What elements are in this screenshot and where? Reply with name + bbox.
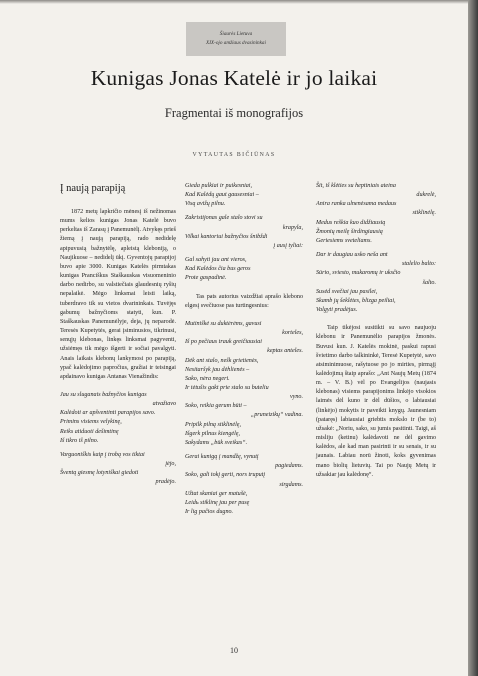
- column-2-paragraph: Tas pats autorius vaizdžiai aprašo klebono elgesį svečiuose pas turtingesnius:: [185, 293, 303, 309]
- verse-line: į ausį tyliai:: [273, 242, 303, 249]
- column-1-verse: [60, 391, 176, 488]
- column-2-verse-1: [185, 182, 303, 284]
- article-title: Kunigas Jonas Katelė ir jo laikai: [90, 66, 378, 90]
- verse-line: Kad Kalėdos čia bus geros: [185, 266, 251, 273]
- column-2-verse-2: [185, 320, 303, 517]
- verse-line: Iš po pečiaus trauk greičiausiai: [185, 339, 262, 346]
- verse-line: Primins visiems velykinę,: [60, 419, 122, 426]
- verse-line: stalelio baltо:: [401, 261, 436, 268]
- verse-line: korteles,: [282, 330, 303, 337]
- verse-line: Prote gaspadinė.: [185, 275, 227, 282]
- section-heading: Į naują parapiją: [60, 183, 126, 194]
- verse-line: Mutiniškė su duktėrėms, gavusi: [185, 320, 262, 327]
- verse-line: Soko, gali tokį gerti, nors truputį: [185, 472, 266, 479]
- verse-line: Iš tikro iš pilno.: [60, 437, 99, 444]
- verse-line: Sako, nėra negerі.: [185, 375, 230, 382]
- page-number: 10: [230, 646, 238, 655]
- verse-line: pagiedams.: [275, 463, 303, 470]
- verse-line: Sūrio, sviesto, mukaromų ir uksčio: [316, 270, 401, 277]
- verse-line: krapyla,: [282, 224, 303, 231]
- header-line-1: Šiaurės Lietuva: [219, 31, 253, 37]
- page-top-shadow: [0, 0, 468, 4]
- verse-line: Zakristijonas gale stalo stovi su: [185, 215, 263, 222]
- verse-line: Išgerk pilnus kiengėlę,: [185, 430, 240, 437]
- verse-line: Geriesiems svetelіams.: [316, 237, 372, 244]
- verse-line: Kad Kalėdų gaut gausesniai –: [185, 192, 259, 199]
- verse-line: dukrelė,: [416, 192, 436, 199]
- verse-line: Jau su sluganais bažnyčios kunigas: [60, 391, 147, 398]
- verse-line: Ir tėtušis gakt prie stalo su butelіu: [185, 384, 269, 391]
- running-header-box: [186, 22, 286, 56]
- verse-line: „pruneizikų“ vadina.: [250, 412, 303, 419]
- verse-line: keptas anteles.: [267, 348, 303, 355]
- verse-line: Valgytі pradėjus.: [316, 307, 358, 314]
- verse-line: Dar ir daugiau usko neša ant: [316, 252, 388, 259]
- verse-line: Reiks atiduoti dešimtinę: [60, 428, 119, 435]
- verse-line: Užtat skaniai ger matušė,: [185, 490, 248, 497]
- verse-line: Sakydams „būk sveikas“.: [185, 439, 248, 446]
- article-author: VYTAUTAS BIČIŪNAS: [192, 152, 276, 158]
- verse-line: Pripilk pilną stiklinėlę,: [185, 421, 242, 428]
- verse-line: Varguoniškis kaip į trobą vos tiktai: [60, 451, 145, 458]
- article-subtitle: Fragmentai iš monografijos: [164, 106, 304, 120]
- verse-line: Susėd svečiai jau pasilei,: [316, 288, 378, 295]
- verse-line: Gerai kunigą į mandžę, vynutį: [185, 454, 259, 461]
- verse-line: Skamb jų šeklėtes, blizga peiliai,: [316, 297, 396, 304]
- verse-line: Medus reškia kuo didžiausią: [316, 219, 386, 226]
- text-column-2: [185, 182, 303, 517]
- verse-line: Kalėdoti ar apšventinti parapijos savo.: [60, 410, 156, 417]
- verse-line: sirgdams.: [279, 481, 303, 488]
- verse-line: Ir lig pačios dugno.: [185, 509, 234, 515]
- verse-line: Vilkai kantoriui bažnyčios šnibždi: [185, 233, 268, 240]
- verse-line: stiklinėlę.: [412, 210, 436, 217]
- text-column-1: [60, 182, 176, 488]
- verse-line: Dėk ant stalo, nešk grietienės,: [185, 357, 259, 364]
- column-3-verse: [316, 182, 436, 315]
- verse-line: Visą avižų pilnu.: [185, 201, 226, 208]
- verse-line: Gal sahyti jau ant vieros,: [185, 257, 247, 264]
- verse-line: Anira ranka ulnenėsama medaus: [316, 201, 397, 208]
- column-3-paragraph: Taip tikėjosi susitikti su savo naujuoju klebonu ir Panemunėlio parapijos žmonės. Buvusi kun. J. Katelės mokinė, paskui rapusi švietimo darbo talkininkė, Teresė Kupetytė, savo atsiminimuose, rašytuose po jo mirties, pirmąjį kalėdojimą štaip aprašo: „Ant Naujų Metų (1874 m. – V. B.) vėl po Evangelijos (naujasis klebonas) visiems parapijonims linkėjo visokios laimės dėl kuno ir dėl dūšios, o labiausiai (linkėjo) mokytis ir paveikti knygų. Jaunesniam (pataręs) labiausiai griebtis mokslo ir (be to) užsakė: „Noriu, sako, su jumis pasitinti. Taigi, aš misliju (ketinu) kalėdavoti ne dėl gavimo kalėdos, ale kad man pasirinti ir su senais, ir su jaunais. Labiau norū žinoti, koks gyvenimas mano biolių lietuvių. Tai po Naujų Metų ir užsakiar jau kalėdonę“.: [316, 325, 436, 478]
- verse-line: Šit, iš klėties su heptiniais ateina: [316, 183, 396, 189]
- header-line-2: XIX-ojo amžiaus dvasininkai: [206, 40, 266, 46]
- verse-line: Šventą giesmę lotyniškai giedoti: [60, 470, 139, 477]
- page-edge-shadow: [468, 0, 478, 676]
- verse-line: šalto.: [422, 279, 436, 286]
- verse-line: Leidь stiklinę jau per pusę: [185, 499, 250, 506]
- verse-line: Gieda pulkiai ir puikesniai,: [185, 183, 253, 189]
- verse-line: Soko, reikia gerum būti –: [185, 403, 247, 410]
- verse-line: įėjo,: [165, 461, 176, 468]
- verse-line: pradėjo.: [155, 479, 176, 486]
- verse-line: atvažiavo: [152, 401, 176, 408]
- verse-line: vyno.: [289, 394, 303, 401]
- text-column-3: [316, 182, 436, 480]
- verse-line: Nesitaršyk jau dėhlienės –: [185, 366, 250, 373]
- column-1-paragraph: 1872 metų lapkričio mėnesį iš nežinomas mums kelios kunigas Jonas Katelė buvo perkeltas iš Zarasų į Panemunėlį. Atvykęs prieš žiemą į naują parapiją, rado nedidelę apipuvusią bažnytėlę, apleistą kleboniją, o Naujikuose – nedidelį ūkį. Gyventojų parapijoj buvo apie 3000. Kunigas Katelės pirmtakas kunigas Pranciškus Staškauskas visuomeninio darbo nedirbo, su valstiečiais glaudesnių ryšių nepalaikė. Mėgo linksmai leisti laiką, tuberdravo tik su vietos dvarininkais. Tuvėjęs gabumų bažnyčioms statyti, kun. P. Staškauskas Panemunėlyje, deja, jų neparodė. Teresės Kupetytės, gerai įsiminusios, tikrinusi, senųjų klebonas, linkęs linksmai pagyventi, užsiėmęs tik mėgo išgerti ir sočiai pavalgyti. Anais laikais klebonų lankymosi po parapiją, ypač kalėdojimo papročius, gražiai ir teisingai apdainavo kunigas Antanas Vienažindis:: [60, 209, 176, 380]
- verse-line: Žmonių meilę širdingiausią: [316, 228, 383, 235]
